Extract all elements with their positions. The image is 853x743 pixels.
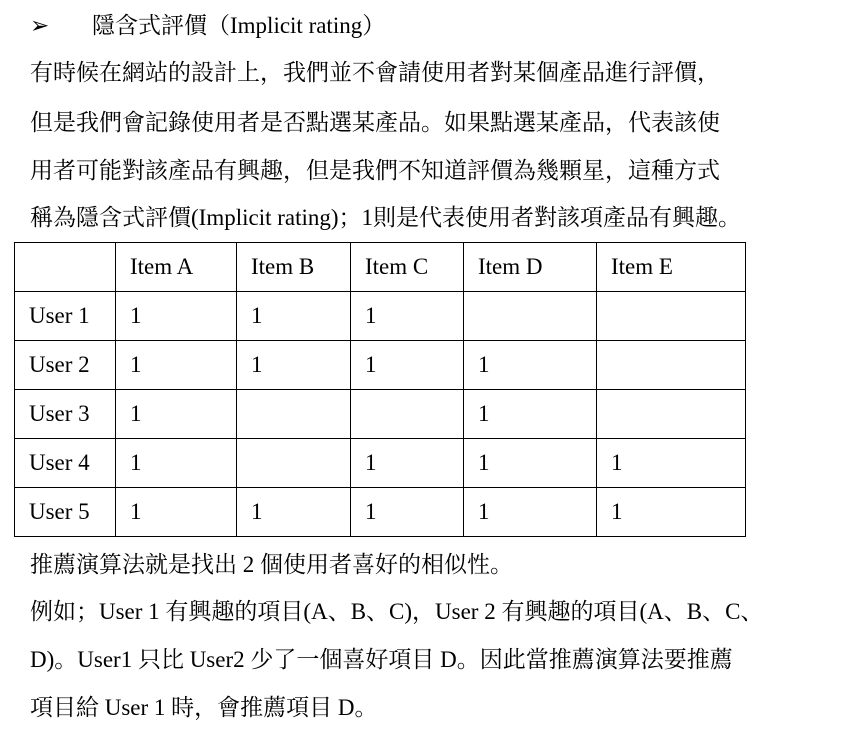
rating-cell: 1 xyxy=(237,292,351,341)
outro-line: D)。User1 只比 User2 少了一個喜好項目 D。因此當推薦演算法要推薦 xyxy=(30,647,733,672)
rating-cell: 1 xyxy=(116,292,237,341)
intro-line: 有時候在網站的設計上，我們並不會請使用者對某個產品進行評價， xyxy=(30,60,720,85)
rating-cell: 1 xyxy=(237,488,351,537)
intro-line: 用者可能對該產品有興趣，但是我們不知道評價為幾顆星，這種方式 xyxy=(30,158,720,183)
rating-cell xyxy=(237,439,351,488)
rating-cell xyxy=(351,390,464,439)
rating-cell: 1 xyxy=(597,488,746,537)
rating-cell xyxy=(464,292,597,341)
rating-cell: 1 xyxy=(351,341,464,390)
rating-cell xyxy=(597,341,746,390)
table-row xyxy=(15,341,746,390)
rating-cell: 1 xyxy=(351,292,464,341)
header-cell: Item A xyxy=(116,243,237,292)
section-heading xyxy=(30,11,385,41)
rating-cell xyxy=(597,292,746,341)
rating-cell: 1 xyxy=(237,341,351,390)
user-cell: User 3 xyxy=(15,390,116,439)
rating-cell: 1 xyxy=(116,439,237,488)
rating-cell: 1 xyxy=(116,341,237,390)
header-cell: Item C xyxy=(351,243,464,292)
rating-cell: 1 xyxy=(464,488,597,537)
intro-line: 稱為隱含式評價(Implicit rating)；1則是代表使用者對該項產品有興趣。 xyxy=(30,205,742,230)
table-row xyxy=(15,390,746,439)
rating-cell: 1 xyxy=(464,390,597,439)
table-header-row xyxy=(15,243,746,292)
rating-cell: 1 xyxy=(464,439,597,488)
user-cell: User 1 xyxy=(15,292,116,341)
header-cell: Item B xyxy=(237,243,351,292)
rating-cell: 1 xyxy=(116,488,237,537)
arrow-bullet-icon: ➢ xyxy=(30,13,50,38)
table-row xyxy=(15,439,746,488)
rating-cell xyxy=(237,390,351,439)
header-cell: Item D xyxy=(464,243,597,292)
rating-cell: 1 xyxy=(351,488,464,537)
header-cell: Item E xyxy=(597,243,746,292)
user-cell: User 5 xyxy=(15,488,116,537)
user-cell: User 4 xyxy=(15,439,116,488)
rating-cell: 1 xyxy=(116,390,237,439)
rating-cell: 1 xyxy=(351,439,464,488)
table-row xyxy=(15,488,746,537)
rating-cell xyxy=(597,390,746,439)
table-row xyxy=(15,292,746,341)
rating-cell: 1 xyxy=(464,341,597,390)
header-cell xyxy=(15,243,116,292)
heading-text: 隱含式評價（Implicit rating） xyxy=(92,13,386,38)
outro-line: 推薦演算法就是找出 2 個使用者喜好的相似性。 xyxy=(30,552,513,577)
outro-line: 例如；User 1 有興趣的項目(A、B、C)，User 2 有興趣的項目(A、B、C、 xyxy=(30,599,764,624)
outro-line: 項目給 User 1 時，會推薦項目 D。 xyxy=(30,695,378,720)
rating-cell: 1 xyxy=(597,439,746,488)
user-cell: User 2 xyxy=(15,341,116,390)
intro-line: 但是我們會記錄使用者是否點選某產品。如果點選某產品，代表該使 xyxy=(30,110,720,135)
implicit-rating-table xyxy=(14,242,746,537)
